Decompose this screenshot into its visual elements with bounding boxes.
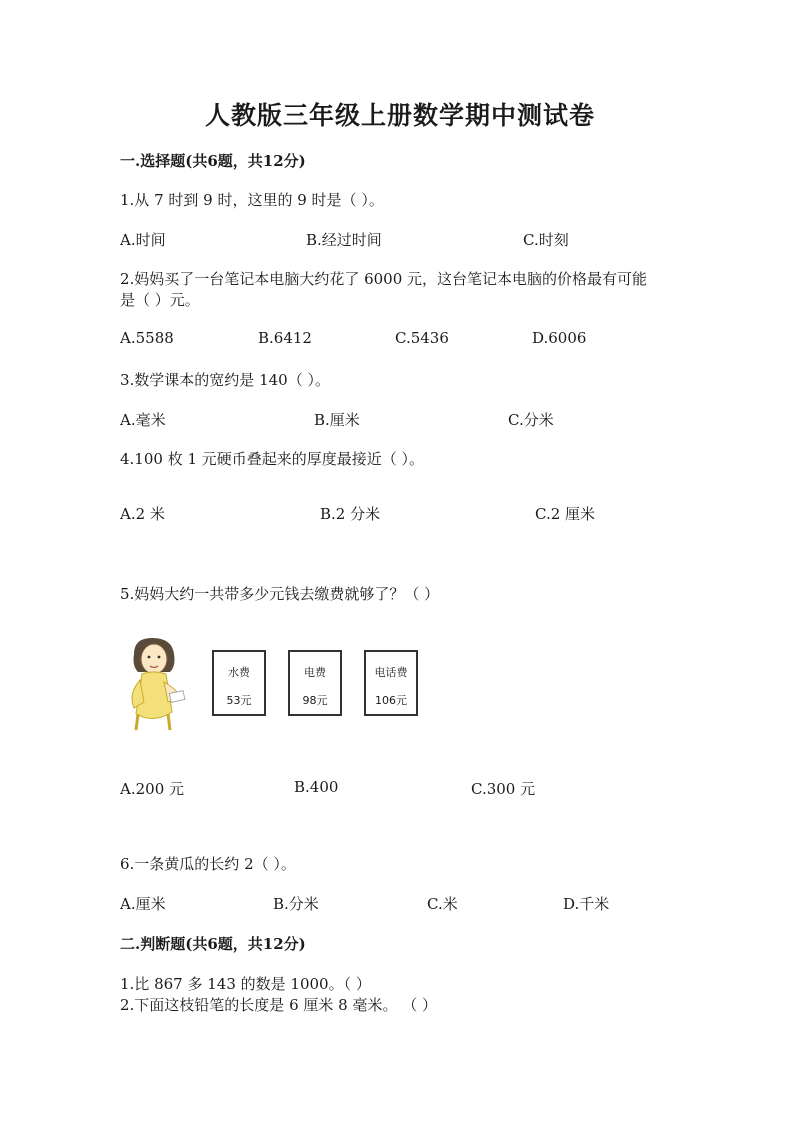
question-2-line2: 是（ ）元。	[120, 291, 200, 309]
q2-option-b: B.6412	[258, 329, 312, 347]
q4-option-a: A.2 米	[120, 505, 165, 523]
q6-option-a: A.厘米	[120, 895, 166, 913]
q6-option-d: D.千米	[563, 895, 610, 913]
q5-option-a: A.200 元	[120, 780, 184, 798]
q5-option-b: B.400	[294, 778, 339, 796]
q6-option-c: C.米	[427, 895, 458, 913]
page-title: 人教版三年级上册数学期中测试卷	[204, 101, 595, 130]
q3-option-a: A.毫米	[120, 411, 166, 429]
q6-option-b: B.分米	[273, 895, 319, 913]
phone-bill-card	[364, 650, 418, 716]
q2-option-c: C.5436	[395, 329, 449, 347]
q4-option-c: C.2 厘米	[535, 505, 596, 523]
q2-option-a: A.5588	[120, 329, 174, 347]
question-2-line1: 2.妈妈买了一台笔记本电脑大约花了 6000 元，这台笔记本电脑的价格最有可能	[120, 270, 648, 288]
q4-option-b: B.2 分米	[320, 505, 381, 523]
section-1-heading: 一.选择题(共6题，共12分)	[120, 152, 306, 170]
electricity-bill-label: 电费	[304, 666, 326, 679]
judgment-question-1: 1.比 867 多 143 的数是 1000。（ ）	[120, 975, 371, 993]
electricity-bill-card	[288, 650, 342, 716]
water-bill-card	[212, 650, 266, 716]
question-4: 4.100 枚 1 元硬币叠起来的厚度最接近（ ）。	[120, 450, 425, 468]
q1-option-a: A.时间	[120, 231, 166, 249]
q5-option-c: C.300 元	[471, 780, 536, 798]
question-1: 1.从 7 时到 9 时，这里的 9 时是（ ）。	[120, 191, 384, 209]
question-5: 5.妈妈大约一共带多少元钱去缴费就够了？（ ）	[120, 585, 440, 603]
phone-bill-amount: 106元	[375, 694, 407, 707]
judgment-question-2: 2.下面这枝铅笔的长度是 6 厘米 8 毫米。 （ ）	[120, 996, 438, 1014]
q1-option-c: C.时刻	[523, 231, 569, 249]
q1-option-b: B.经过时间	[306, 231, 382, 249]
section-2-heading: 二.判断题(共6题，共12分)	[120, 935, 306, 953]
q3-option-b: B.厘米	[314, 411, 360, 429]
question-3: 3.数学课本的宽约是 140（ ）。	[120, 371, 330, 389]
water-bill-amount: 53元	[226, 694, 252, 707]
electricity-bill-amount: 98元	[302, 694, 328, 707]
phone-bill-label: 电话费	[374, 666, 408, 679]
q3-option-c: C.分米	[508, 411, 554, 429]
woman-illustration	[120, 632, 190, 732]
bills-illustration	[120, 632, 440, 732]
q2-option-d: D.6006	[532, 329, 587, 347]
question-6: 6.一条黄瓜的长约 2（ ）。	[120, 855, 296, 873]
water-bill-label: 水费	[228, 666, 250, 679]
